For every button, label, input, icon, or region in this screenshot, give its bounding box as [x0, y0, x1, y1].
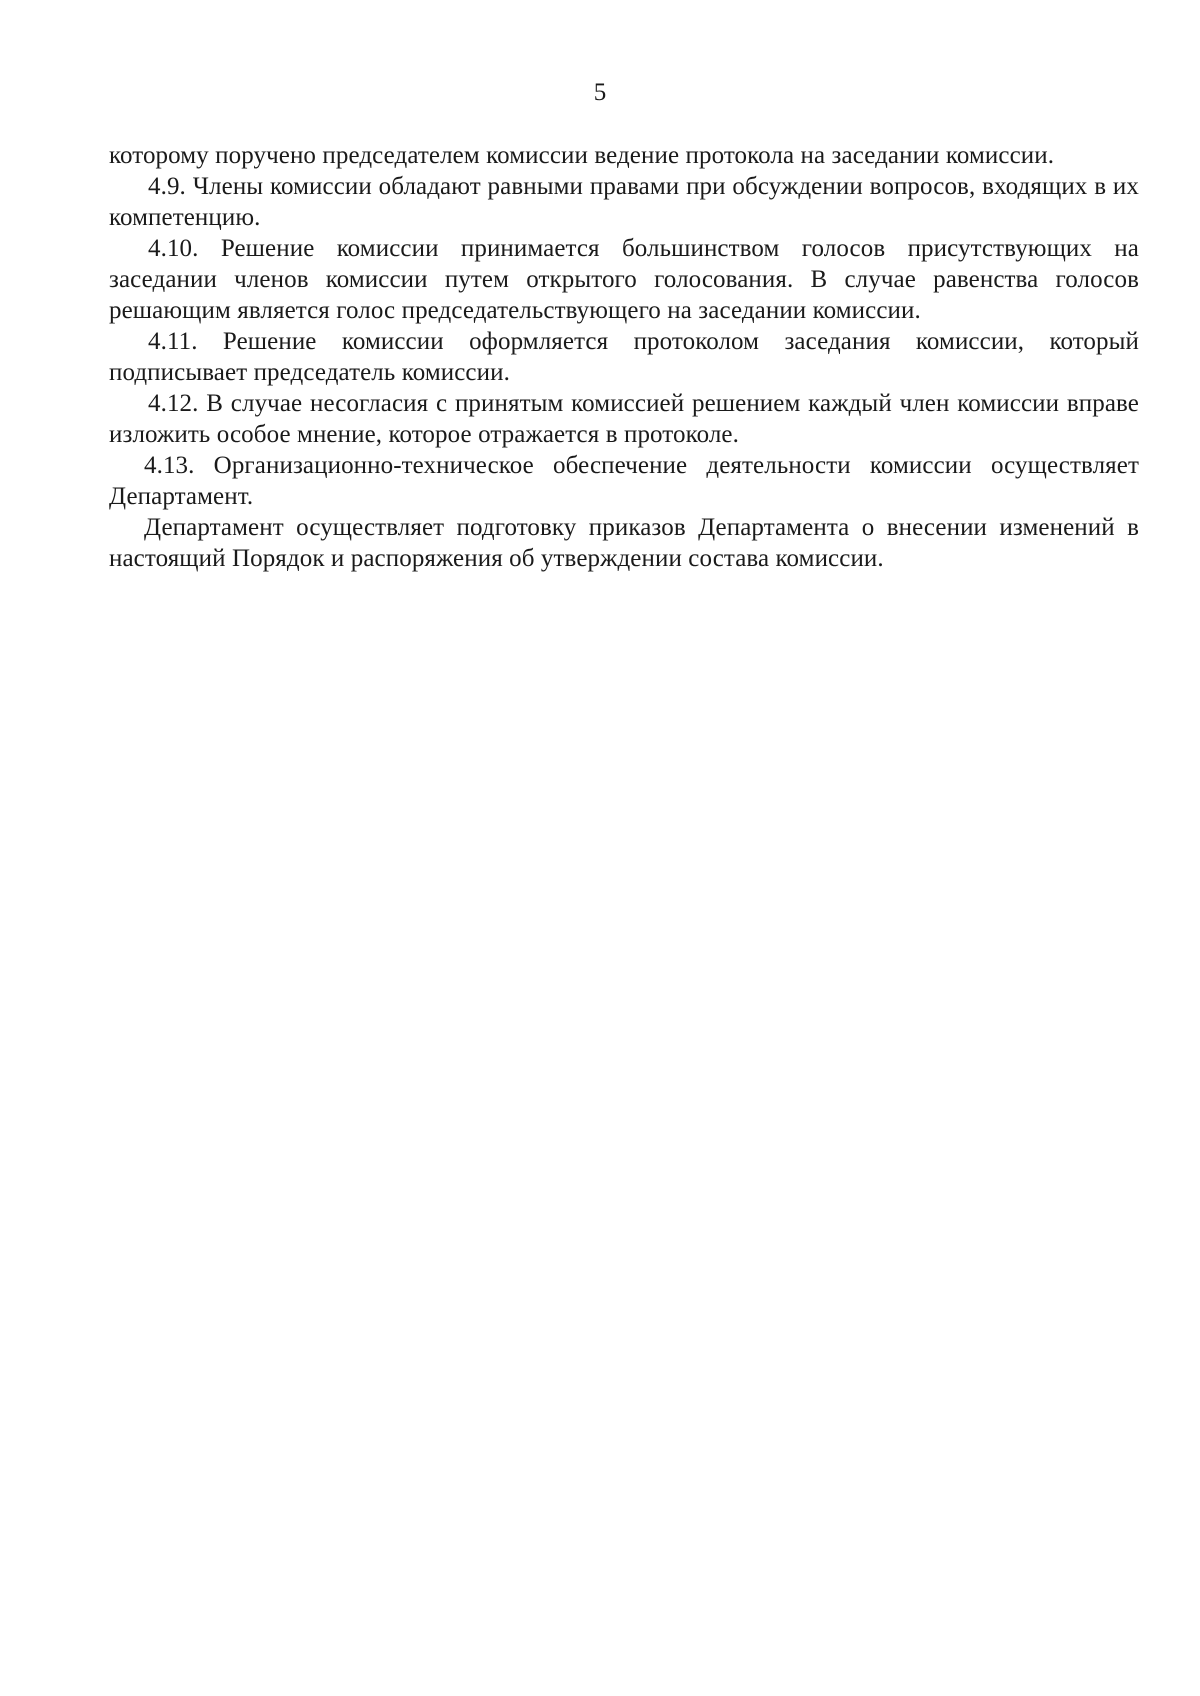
page-number: 5: [593, 79, 607, 106]
paragraph-4-10: 4.10. Решение комиссии принимается большинством голосов присутствующих на заседании членов комиссии путем открытого голосования. В случае равенства голосов решающим является голос председательствующего на заседании комиссии.: [109, 235, 1139, 324]
paragraph-4-11: 4.11. Решение комиссии оформляется протоколом заседания комиссии, который подписывает председатель комиссии.: [109, 328, 1139, 386]
paragraph-4-13: 4.13. Организационно-техническое обеспечение деятельности комиссии осуществляет Департамент.: [109, 452, 1139, 510]
paragraph-4-12: 4.12. В случае несогласия с принятым комиссией решением каждый член комиссии вправе изложить особое мнение, которое отражается в протоколе.: [109, 390, 1139, 448]
paragraph-4-9: 4.9. Члены комиссии обладают равными правами при обсуждении вопросов, входящих в их компетенцию.: [109, 173, 1139, 231]
paragraph-continuation: которому поручено председателем комиссии ведение протокола на заседании комиссии.: [109, 142, 1055, 169]
document-body: [109, 140, 1139, 574]
paragraph-department: Департамент осуществляет подготовку приказов Департамента о внесении изменений в настоящий Порядок и распоряжения об утверждении состава комиссии.: [109, 514, 1139, 572]
